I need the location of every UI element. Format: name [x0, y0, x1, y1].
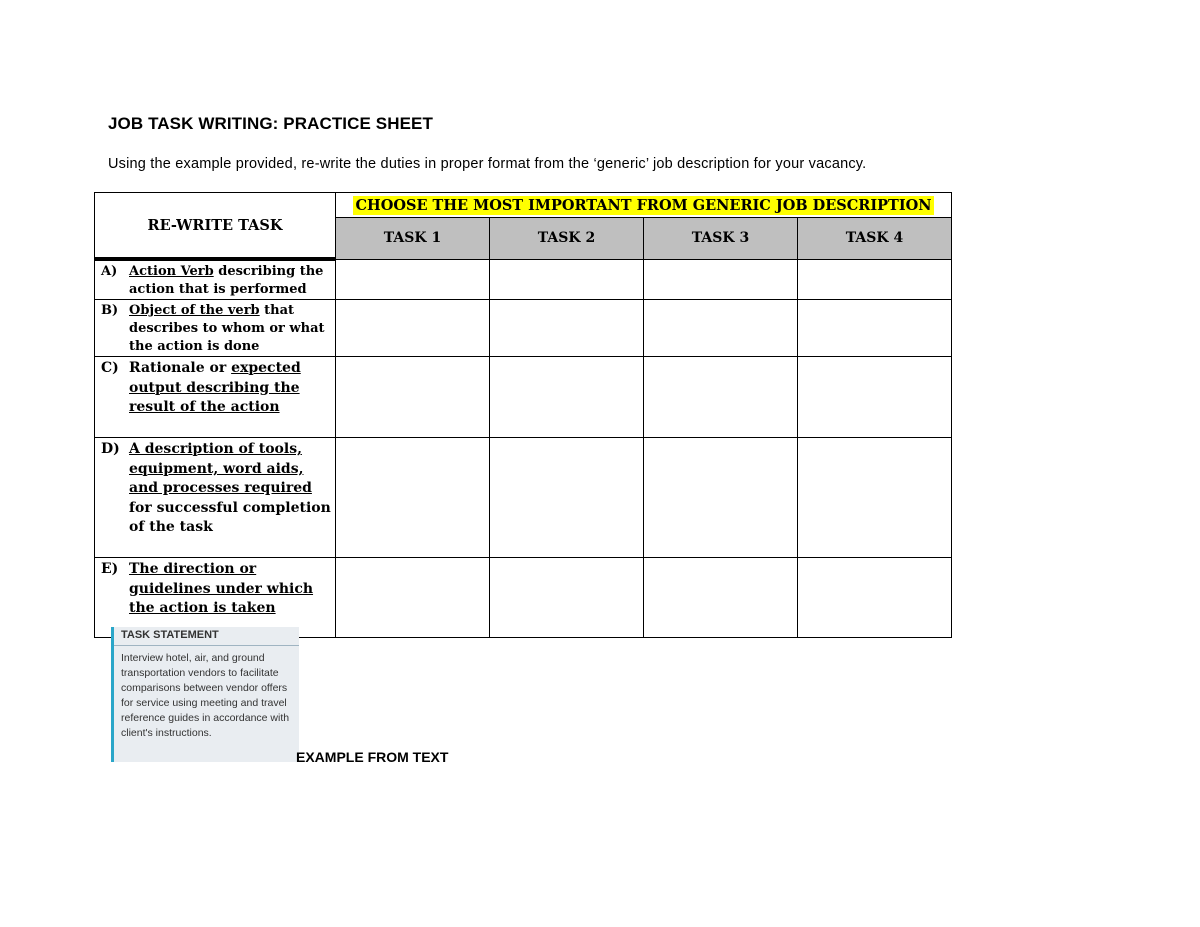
answer-cell-b-task4[interactable]: [798, 300, 952, 357]
answer-cell-b-task2[interactable]: [490, 300, 644, 357]
criterion-row-d: [95, 438, 952, 558]
answer-cell-a-task2[interactable]: [490, 259, 644, 300]
criterion-row-c: [95, 357, 952, 438]
criterion-row-e: [95, 558, 952, 638]
answer-cell-c-task3[interactable]: [644, 357, 798, 438]
criterion-underlined: Object of the verb: [129, 303, 260, 318]
criterion-underlined: Action Verb: [129, 264, 214, 279]
answer-cell-d-task3[interactable]: [644, 438, 798, 558]
criterion-letter: C): [101, 360, 119, 376]
banner-cell: [336, 193, 952, 218]
criterion-rest: for successful completion of the task: [129, 499, 331, 536]
answer-cell-d-task4[interactable]: [798, 438, 952, 558]
criterion-b: [95, 300, 336, 357]
answer-cell-c-task4[interactable]: [798, 357, 952, 438]
answer-cell-e-task1[interactable]: [336, 558, 490, 638]
task-1-header: TASK 1: [336, 217, 490, 259]
answer-cell-d-task1[interactable]: [336, 438, 490, 558]
page-title: JOB TASK WRITING: PRACTICE SHEET: [108, 114, 433, 133]
answer-cell-e-task4[interactable]: [798, 558, 952, 638]
criterion-letter: B): [101, 303, 119, 318]
criterion-e: [95, 558, 336, 638]
criterion-rest: describing the action that is performed: [129, 264, 324, 297]
task-2-header: TASK 2: [490, 217, 644, 259]
example-task-statement: [111, 627, 299, 762]
criterion-row-b: [95, 300, 952, 357]
criterion-letter: D): [101, 441, 120, 457]
answer-cell-e-task3[interactable]: [644, 558, 798, 638]
criterion-plain: Rationale or: [129, 360, 232, 376]
example-caption: EXAMPLE FROM TEXT: [296, 749, 449, 765]
task-4-header: TASK 4: [798, 217, 952, 259]
criterion-a: [95, 259, 336, 300]
criterion-letter: A): [101, 264, 118, 279]
example-label: TASK STATEMENT: [114, 627, 299, 646]
criterion-row-a: [95, 259, 952, 300]
criterion-underlined: A description of tools, equipment, word aids, and processes required: [129, 441, 312, 497]
answer-cell-a-task1[interactable]: [336, 259, 490, 300]
answer-cell-e-task2[interactable]: [490, 558, 644, 638]
criterion-underlined: expected output describing the result of the action: [129, 360, 301, 416]
answer-cell-a-task3[interactable]: [644, 259, 798, 300]
answer-cell-b-task1[interactable]: [336, 300, 490, 357]
answer-cell-c-task2[interactable]: [490, 357, 644, 438]
criterion-c: [95, 357, 336, 438]
criterion-rest: that describes to whom or what the action is done: [129, 303, 325, 354]
answer-cell-b-task3[interactable]: [644, 300, 798, 357]
example-text: Interview hotel, air, and ground transportation vendors to facilitate comparisons between vendor offers for service using meeting and travel reference guides in accordance with client's instructions.: [121, 652, 290, 739]
answer-cell-c-task1[interactable]: [336, 357, 490, 438]
criterion-d: [95, 438, 336, 558]
answer-cell-d-task2[interactable]: [490, 438, 644, 558]
criterion-letter: E): [101, 561, 119, 577]
criterion-underlined: The direction or guidelines under which the action is taken: [129, 561, 314, 617]
answer-cell-a-task4[interactable]: [798, 259, 952, 300]
task-3-header: TASK 3: [644, 217, 798, 259]
choose-banner: CHOOSE THE MOST IMPORTANT FROM GENERIC JOB DESCRIPTION: [355, 196, 932, 214]
practice-table: [94, 192, 952, 638]
rewrite-task-header: RE-WRITE TASK: [95, 193, 336, 260]
instructions-text: Using the example provided, re-write the duties in proper format from the ‘generic’ job description for your vacancy.: [108, 156, 867, 172]
